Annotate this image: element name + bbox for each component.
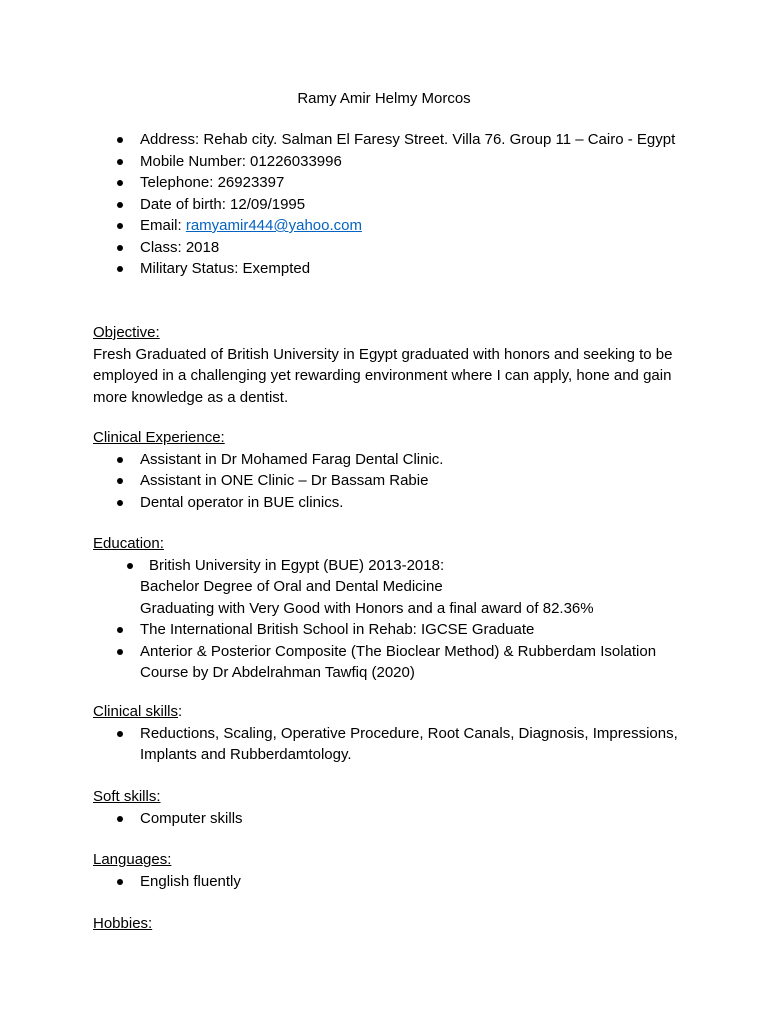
telephone-value: 26923397 xyxy=(217,174,285,191)
languages-section xyxy=(93,849,678,892)
bullet-icon xyxy=(117,202,123,208)
dob-label: Date of birth: xyxy=(140,195,231,213)
mobile-item xyxy=(93,151,678,173)
bullet-icon xyxy=(117,879,123,885)
class-value: 2018 xyxy=(185,238,220,256)
languages-list xyxy=(93,871,678,893)
education-list xyxy=(93,555,678,684)
clinical-skills-section xyxy=(93,701,678,766)
soft-skills-list xyxy=(93,808,678,830)
hobbies-section xyxy=(93,913,678,935)
bullet-icon xyxy=(117,627,123,633)
hobbies-heading: Hobbies: xyxy=(93,915,153,932)
bullet-icon xyxy=(117,159,123,165)
bue-line-1: British University in Egypt (BUE) 2013-2018: xyxy=(149,556,445,574)
email-label: Email: xyxy=(140,217,186,234)
list-item: Reductions, Scaling, Operative Procedure, Root Canals, Diagnosis, Impressions, Implants and Rubberdamtology. xyxy=(93,723,678,766)
education-school-item: The International British School in Rehab: IGCSE Graduate xyxy=(93,619,678,641)
dob-item xyxy=(93,194,678,216)
bullet-icon xyxy=(117,266,123,272)
languages-heading: Languages: xyxy=(93,851,172,868)
military-label: Military Status: xyxy=(140,260,243,277)
contact-section xyxy=(93,129,678,280)
bullet-icon xyxy=(117,223,123,229)
military-value: Exempted xyxy=(242,260,311,277)
clinical-experience-section xyxy=(93,427,678,513)
dob-value: 12/09/1995 xyxy=(230,195,306,213)
education-heading: Education: xyxy=(93,535,164,552)
bullet-icon xyxy=(117,137,123,143)
email-link[interactable]: ramyamir444@yahoo.com xyxy=(185,217,362,234)
bullet-icon xyxy=(117,731,123,737)
list-item: Assistant in ONE Clinic – Dr Bassam Rabie xyxy=(93,470,678,492)
clinical-experience-heading: Clinical Experience: xyxy=(93,429,225,446)
bullet-icon xyxy=(117,649,123,655)
soft-skills-heading: Soft skills: xyxy=(93,788,161,805)
military-item xyxy=(93,258,678,280)
bullet-icon xyxy=(117,816,123,822)
contact-list xyxy=(93,129,678,280)
candidate-name: Ramy Amir Helmy Morcos xyxy=(297,90,471,107)
list-item: Assistant in Dr Mohamed Farag Dental Clinic. xyxy=(93,449,678,471)
education-section xyxy=(93,533,678,684)
objective-heading: Objective: xyxy=(93,324,160,341)
email-item xyxy=(93,215,678,237)
bullet-icon xyxy=(117,180,123,186)
mobile-value: 01226033996 xyxy=(250,152,342,170)
soft-skills-section xyxy=(93,786,678,829)
bullet-icon xyxy=(117,500,123,506)
clinical-skills-heading: Clinical skills: xyxy=(93,703,183,720)
list-item: Dental operator in BUE clinics. xyxy=(93,492,678,514)
list-item: English fluently xyxy=(93,871,678,893)
bue-line-2: Bachelor Degree of Oral and Dental Medicine xyxy=(140,578,443,595)
education-bue-item xyxy=(93,555,678,620)
address-label: Address: xyxy=(140,131,204,148)
class-label: Class: xyxy=(140,238,186,256)
bue-line-3: Graduating with Very Good with Honors and a final award of 82.36% xyxy=(140,599,594,617)
objective-text: Fresh Graduated of British University in Egypt graduated with honors and seeking to be employed in a challenging yet rewarding environment where I can apply, hone and gain more knowledge as a dentist. xyxy=(93,345,673,406)
education-course-item: Anterior & Posterior Composite (The Bioclear Method) & Rubberdam Isolation Course by Dr Abdelrahman Tawfiq (2020) xyxy=(93,641,678,684)
objective-section xyxy=(93,322,678,408)
telephone-label: Telephone: xyxy=(140,174,218,191)
mobile-label: Mobile Number: xyxy=(140,152,251,170)
address-value: Rehab city. Salman El Faresy Street. Villa 76. Group 11 – Cairo - Egypt xyxy=(203,131,676,148)
telephone-item xyxy=(93,172,678,194)
address-item xyxy=(93,129,678,151)
bullet-icon xyxy=(127,563,133,569)
class-item xyxy=(93,237,678,259)
clinical-experience-list xyxy=(93,449,678,514)
bullet-icon xyxy=(117,245,123,251)
list-item: Computer skills xyxy=(93,808,678,830)
bullet-icon xyxy=(117,478,123,484)
clinical-skills-list xyxy=(93,723,678,766)
bullet-icon xyxy=(117,457,123,463)
